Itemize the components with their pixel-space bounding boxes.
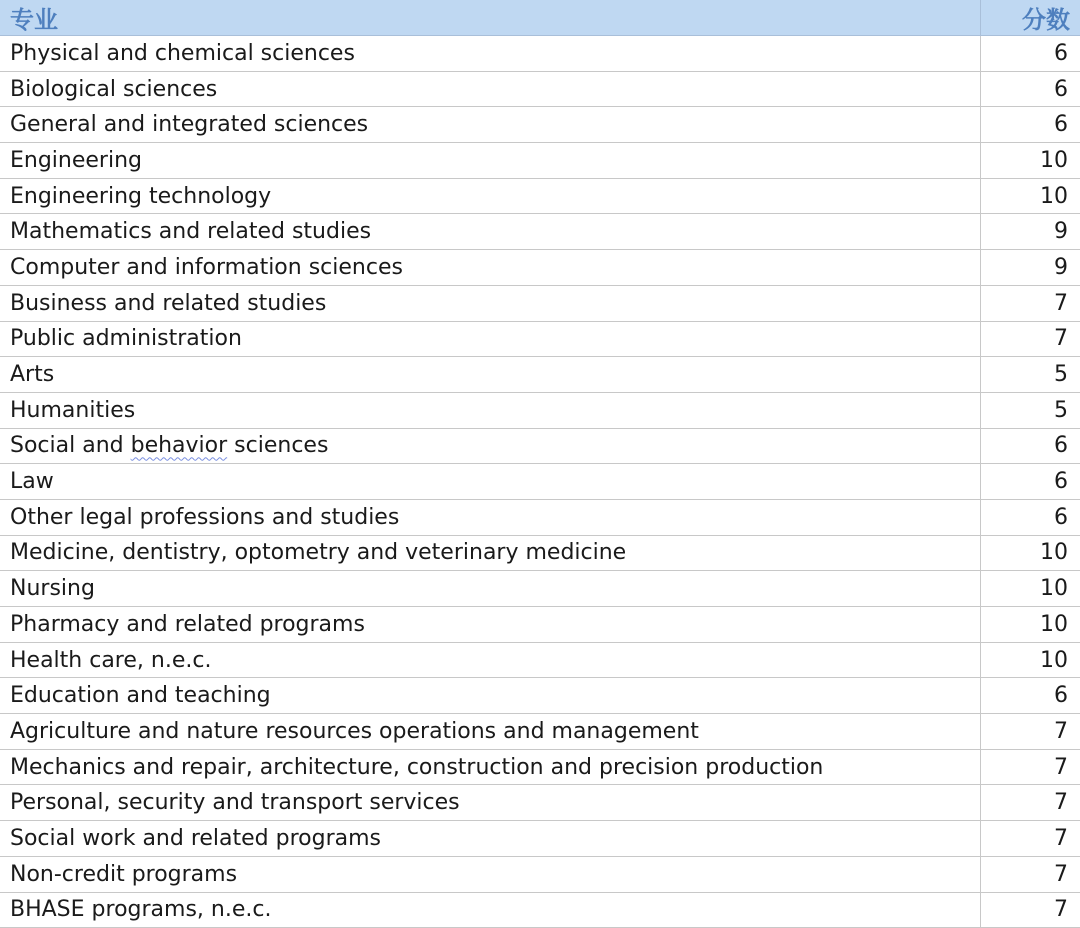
major-cell[interactable]: Business and related studies <box>0 285 980 321</box>
table-row <box>0 856 1080 892</box>
table-row <box>0 714 1080 750</box>
table-row <box>0 107 1080 143</box>
major-cell[interactable]: Physical and chemical sciences <box>0 36 980 72</box>
score-cell[interactable]: 10 <box>980 642 1080 678</box>
major-cell[interactable]: Biological sciences <box>0 71 980 107</box>
major-cell[interactable]: Other legal professions and studies <box>0 499 980 535</box>
table-row <box>0 428 1080 464</box>
major-cell[interactable]: BHASE programs, n.e.c. <box>0 892 980 928</box>
score-cell[interactable]: 6 <box>980 36 1080 72</box>
score-cell[interactable]: 7 <box>980 749 1080 785</box>
major-cell[interactable]: Non-credit programs <box>0 856 980 892</box>
major-cell[interactable]: General and integrated sciences <box>0 107 980 143</box>
score-cell[interactable]: 5 <box>980 357 1080 393</box>
table-row <box>0 214 1080 250</box>
score-cell[interactable]: 10 <box>980 607 1080 643</box>
table-row <box>0 250 1080 286</box>
table-row <box>0 571 1080 607</box>
table-row <box>0 392 1080 428</box>
table-row <box>0 821 1080 857</box>
column-header-major[interactable]: 专业 <box>0 0 980 36</box>
column-header-score[interactable]: 分数 <box>980 0 1080 36</box>
table-row <box>0 785 1080 821</box>
major-cell[interactable]: Humanities <box>0 392 980 428</box>
score-cell[interactable]: 7 <box>980 714 1080 750</box>
score-cell[interactable]: 6 <box>980 678 1080 714</box>
table-row <box>0 36 1080 72</box>
major-cell[interactable]: Agriculture and nature resources operations and management <box>0 714 980 750</box>
major-cell[interactable]: Arts <box>0 357 980 393</box>
table-row <box>0 321 1080 357</box>
major-cell[interactable]: Health care, n.e.c. <box>0 642 980 678</box>
major-cell[interactable]: Engineering technology <box>0 178 980 214</box>
score-cell[interactable]: 7 <box>980 321 1080 357</box>
score-cell[interactable]: 7 <box>980 285 1080 321</box>
major-cell[interactable]: Medicine, dentistry, optometry and veterinary medicine <box>0 535 980 571</box>
table-row <box>0 678 1080 714</box>
score-cell[interactable]: 6 <box>980 499 1080 535</box>
score-cell[interactable]: 7 <box>980 892 1080 928</box>
major-cell[interactable]: Personal, security and transport services <box>0 785 980 821</box>
table-row <box>0 642 1080 678</box>
score-cell[interactable]: 6 <box>980 464 1080 500</box>
table-row <box>0 749 1080 785</box>
table-row <box>0 178 1080 214</box>
score-cell[interactable]: 6 <box>980 71 1080 107</box>
score-cell[interactable]: 7 <box>980 821 1080 857</box>
major-cell[interactable]: Mathematics and related studies <box>0 214 980 250</box>
major-cell[interactable]: Education and teaching <box>0 678 980 714</box>
table-row <box>0 464 1080 500</box>
major-cell[interactable]: Mechanics and repair, architecture, construction and precision production <box>0 749 980 785</box>
table-row <box>0 499 1080 535</box>
table-row <box>0 285 1080 321</box>
table-row <box>0 892 1080 928</box>
score-cell[interactable]: 6 <box>980 428 1080 464</box>
major-text-part: sciences <box>227 433 329 459</box>
table-row <box>0 535 1080 571</box>
major-cell[interactable]: Law <box>0 464 980 500</box>
major-cell[interactable]: Computer and information sciences <box>0 250 980 286</box>
score-cell[interactable]: 7 <box>980 785 1080 821</box>
major-cell[interactable]: Pharmacy and related programs <box>0 607 980 643</box>
table-row <box>0 607 1080 643</box>
score-cell[interactable]: 10 <box>980 143 1080 179</box>
score-cell[interactable]: 10 <box>980 178 1080 214</box>
score-cell[interactable]: 9 <box>980 214 1080 250</box>
table-row <box>0 71 1080 107</box>
major-text-part: Social and <box>10 433 131 459</box>
score-cell[interactable]: 9 <box>980 250 1080 286</box>
spellcheck-underlined-word: behavior <box>130 433 228 459</box>
table-header-row <box>0 0 1080 36</box>
score-cell[interactable]: 7 <box>980 856 1080 892</box>
major-cell[interactable]: Nursing <box>0 571 980 607</box>
score-cell[interactable]: 5 <box>980 392 1080 428</box>
major-cell[interactable]: Social work and related programs <box>0 821 980 857</box>
table-row <box>0 357 1080 393</box>
score-cell[interactable]: 10 <box>980 535 1080 571</box>
score-cell[interactable]: 10 <box>980 571 1080 607</box>
major-cell[interactable]: Public administration <box>0 321 980 357</box>
table-row <box>0 143 1080 179</box>
score-cell[interactable]: 6 <box>980 107 1080 143</box>
major-cell[interactable]: Engineering <box>0 143 980 179</box>
major-cell[interactable] <box>0 428 980 464</box>
